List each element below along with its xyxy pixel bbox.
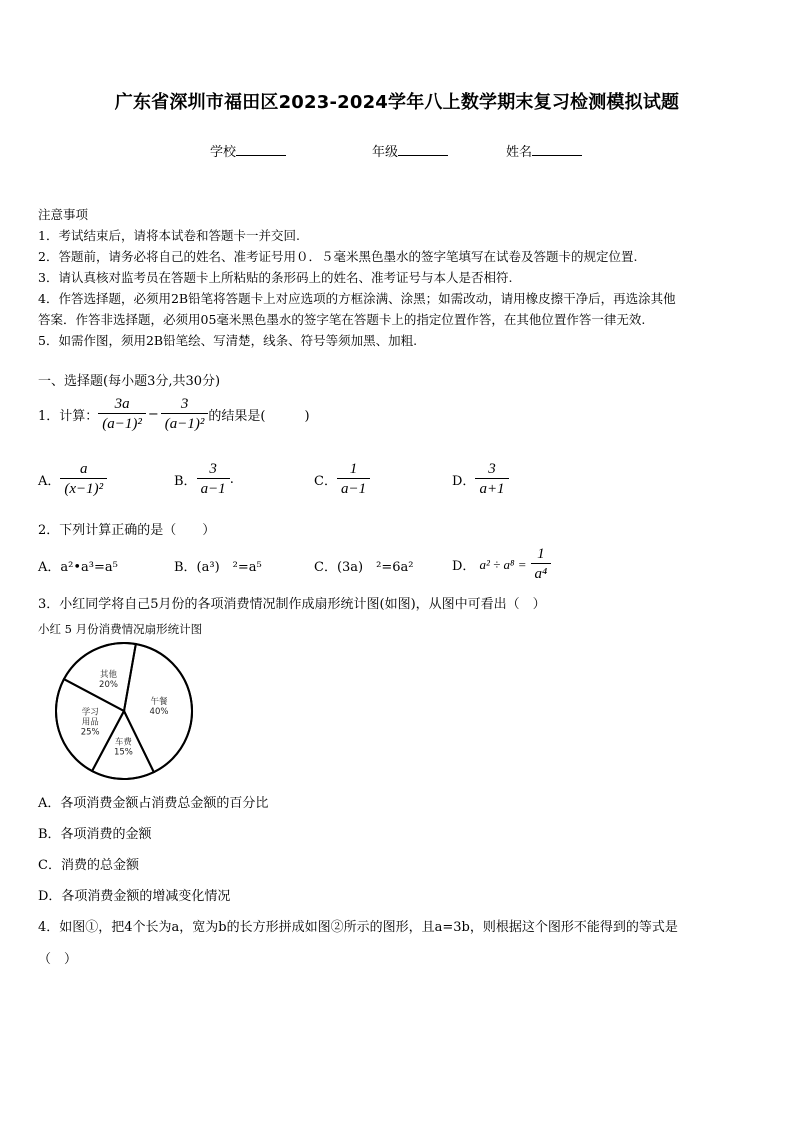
fraction-denominator: (a−1)² [161,413,209,434]
fraction-numerator: 1 [349,461,358,477]
option-label: A． [38,474,61,489]
q1-suffix: 的结果是( ) [208,409,310,424]
question-2-stem: 2．下列计算正确的是（ ） [38,523,216,538]
option-fraction [475,460,508,499]
school-blank [236,143,286,156]
option-fraction [60,460,107,499]
pie-slice-label: 其他 20% [99,670,118,691]
option-fraction [337,460,370,499]
q3-option-b: B．各项消费的金额 [38,827,152,842]
section-heading: 一、选择题(每小题3分,共30分) [38,374,221,389]
fraction-denominator: (a−1)² [98,413,146,434]
name-blank [532,143,582,156]
q1-option-d [452,460,509,499]
school-field [210,141,286,160]
option-label: B． [174,474,197,489]
notice-item: 4．作答选择题，必须用2B铅笔将答题卡上对应选项的方框涂满、涂黑；如需改动，请用橡皮擦干净后，再选涂其他 [38,291,676,306]
fraction-denominator: a−1 [337,478,370,499]
fraction-numerator: 3a [114,396,130,412]
fraction-numerator: a [80,461,88,477]
notice-item: 5．如需作图，须用2B铅笔绘、写清楚，线条、符号等须加黑、加粗. [38,333,418,348]
pie-slice-label: 午餐 40% [149,697,169,718]
notice-heading: 注意事项 [38,207,89,222]
q1-fraction-2 [161,395,209,434]
q1-fraction-1 [98,395,146,434]
option-expression: a² ÷ a⁸ = [479,556,527,572]
page-title: 广东省深圳市福田区2023-2024学年八上数学期末复习检测模拟试题 [114,92,680,113]
option-label: D． [452,474,476,489]
chart-title: 小红 5 月份消费情况扇形统计图 [38,622,203,636]
fraction-denominator: a−1 [197,478,230,499]
fraction-numerator: 3 [488,461,496,477]
q1-prefix: 1．计算： [38,409,99,424]
fraction-denominator: (x−1)² [60,478,107,499]
notice-item: 2．答题前，请务必将自己的姓名、准考证号用０．５毫米黑色墨水的签字笔填写在试卷及答题卡的规定位置. [38,249,638,264]
fraction-numerator: 3 [209,461,217,477]
notice-item: 3．请认真核对监考员在答题卡上所粘贴的条形码上的姓名、准考证号与本人是否相符. [38,270,513,285]
q2-option-d [452,545,551,584]
q3-option-a: A．各项消费金额占消费总金额的百分比 [38,796,269,811]
notice-item: 答案．作答非选择题，必须用05毫米黑色墨水的签字笔在答题卡上的指定位置作答，在其他位置作答一律无效. [38,312,646,327]
q1-option-a [38,460,107,499]
fraction-denominator: a+1 [475,478,508,499]
pie-slice-label: 学习用品 25% [80,707,100,738]
fraction-denominator: a⁴ [531,563,552,584]
name-label: 姓名 [506,145,533,160]
option-label: D． [452,559,476,574]
question-1-stem [38,395,310,434]
option-fraction [197,460,230,499]
notice-item: 1．考试结束后，请将本试卷和答题卡一并交回. [38,228,300,243]
q1-option-b [174,460,234,499]
q2-option-a: A．a²•a³=a⁵ [38,560,118,575]
option-label: C． [314,474,337,489]
grade-blank [398,143,448,156]
question-3-stem: 3．小红同学将自己5月份的各项消费情况制作成扇形统计图(如图)，从图中可看出（ ） [38,597,546,612]
grade-field [372,141,448,160]
q2-option-b: B．(a³) ²=a⁵ [174,560,262,575]
q1-minus: − [147,407,159,422]
q2-option-c: C．(3a) ²=6a² [314,560,414,575]
q3-option-d: D．各项消费金额的增减变化情况 [38,889,231,904]
option-tail: . [229,472,234,487]
name-field [506,141,582,160]
pie-chart [50,640,200,785]
q3-option-c: C．消费的总金额 [38,858,139,873]
grade-label: 年级 [372,145,399,160]
fraction-numerator: 3 [180,396,189,412]
fraction-numerator: 1 [537,546,545,562]
question-4-stem: 4．如图①，把4个长为a，宽为b的长方形拼成如图②所示的图形，且a=3b，则根据这个图形不能得到的等式是 [38,920,678,935]
q1-option-c [314,460,370,499]
pie-slice-label: 车费 15% [113,737,133,758]
option-fraction [531,545,552,584]
question-4-answer-blank: （ ） [38,952,78,967]
school-label: 学校 [210,145,237,160]
